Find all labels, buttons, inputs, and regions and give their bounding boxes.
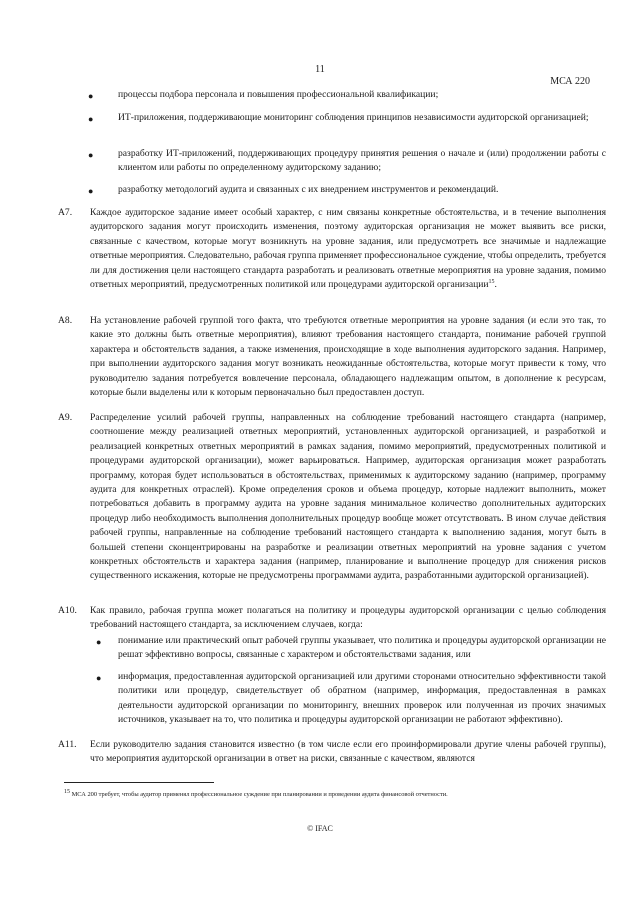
- copyright-footer: © IFAC: [307, 824, 333, 833]
- bullet-item: разработку методологий аудита и связанных с их внедрением инструментов и рекомендаций.: [118, 184, 499, 195]
- paragraph-label: A8.: [58, 315, 73, 326]
- bullet-icon: ●: [88, 114, 94, 124]
- paragraph-a11: Если руководителю задания становится известно (в том числе если его проинформировали другие члены рабочей группы), что мероприятия аудиторской организации в ответ на риски, связанные с качеством, являются: [90, 739, 606, 765]
- bullet-item: процессы подбора персонала и повышения профессиональной квалификации;: [118, 89, 439, 100]
- paragraph-label: A10.: [58, 605, 77, 616]
- bullet-icon: ●: [88, 91, 94, 101]
- bullet-item: ИТ-приложения, поддерживающие мониторинг соблюдения принципов независимости аудиторской организацией;: [118, 112, 589, 123]
- footnote: [64, 790, 604, 799]
- paragraph-a8: На установление рабочей группой того факта, что требуются ответные мероприятия на уровне задания (и если это так, то какие это должны быть ответные мероприятия), влияют требования настоящего стандарта, понимание рабочей группой характера и обстоятельств задания, а также изменения, происходящие в ходе выполнения аудиторского задания. Например, при выполнении аудиторского задания могут возникать неожиданные обстоятельства, которые могут привести к тому, что руководителю задания потребуется вовлечение персонала, обладающего надлежащим опытом, в дополнение к ресурсам, которые были выделены или к которым первоначально был предоставлен доступ.: [90, 315, 606, 399]
- paragraph-text: Каждое аудиторское задание имеет особый характер, с ним связаны конкретные обстоятельства, и в течение выполнения аудиторского задания могут происходить изменения, поэтому аудиторская организация не может выявить все риски, связанные с качеством, которые могут возникнуть на уровне задания, или предусмотреть все значимые и надлежащие ответные мероприятия. Следовательно, рабочая группа применяет профессиональное суждение, чтобы определить, требуется ли для достижения цели настоящего стандарта разработать и реализовать ответные мероприятия на уровне задания, помимо ответных мероприятий, предусмотренных политикой или процедурами аудиторской организации: [90, 207, 606, 291]
- bullet-icon: ●: [96, 637, 102, 647]
- bullet-item: разработку ИТ-приложений, поддерживающих процедуру принятия решения о начале и (или) продолжении работы с клиентом или работы по определенному аудиторскому заданию;: [118, 148, 606, 174]
- paragraph-label: A7.: [58, 207, 73, 218]
- bullet-icon: ●: [96, 673, 102, 683]
- footnote-number: 15: [64, 788, 70, 795]
- bullet-item: понимание или практический опыт рабочей группы указывает, что политика и процедуры аудиторской организации не решат эффективно вопросы, связанные с характером и обстоятельствами задания, или: [118, 635, 606, 661]
- paragraph-a7: [90, 206, 606, 292]
- bullet-icon: ●: [88, 186, 94, 196]
- paragraph-a10: Как правило, рабочая группа может полагаться на политику и процедуры аудиторской организации с целью соблюдения требований настоящего стандарта, за исключением случаев, когда:: [90, 605, 606, 631]
- paragraph-label: A9.: [58, 412, 73, 423]
- paragraph-end: .: [494, 279, 497, 291]
- standard-code: МСА 220: [550, 76, 590, 87]
- bullet-icon: ●: [88, 150, 94, 160]
- footnote-text: МСА 200 требует, чтобы аудитор применял профессиональное суждение при планировании и проведении аудита финансовой отчетности.: [71, 791, 448, 798]
- footnote-divider: [64, 782, 214, 783]
- paragraph-label: A11.: [58, 739, 77, 750]
- paragraph-a9: Распределение усилий рабочей группы, направленных на соблюдение требований настоящего стандарта (например, соотношение между реализацией ответных мероприятий, установленных аудиторской организацией, и разработкой и реализацией конкретных ответных мероприятий в рамках задания, помимо мероприятий, предусмотренных политикой и процедурами аудиторской организации), может варьироваться. Например, аудиторская организация может разработать программу, которая будет использоваться в обстоятельствах, применимых к аудиторскому заданию (например, программу аудита для конкретных отраслей). Кроме определения сроков и объема процедур, которые надлежит выполнить, может потребоваться добавить в программу аудита на уровне задания минимальное количество дополнительных аудиторских процедур либо необходимость выполнения дополнительных процедур вообще может отсутствовать. В ином случае действия рабочей группы, направленные на соблюдение требований настоящего стандарта к выполнению задания, могут быть в большей степени сконцентрированы на разработке и реализации ответных мероприятий на уровне задания с учетом конкретных обстоятельств и характера задания (например, планирование и выполнение процедур для снижения рисков существенного искажения, которые не предусмотрены программами аудита, разработанными аудиторской организацией).: [90, 412, 606, 582]
- bullet-item: информация, предоставленная аудиторской организацией или другими сторонами относительно эффективности такой политики или процедур, свидетельствует об обратном (например, информация, предоставленная в рамках деятельности аудиторской организации по мониторингу, внешних проверок или полученная из прочих значимых источников, указывает на то, что политика и процедуры аудиторской организации не работают эффективно).: [118, 671, 606, 726]
- footnote-ref: 15: [488, 278, 495, 285]
- page-number: 11: [315, 64, 325, 75]
